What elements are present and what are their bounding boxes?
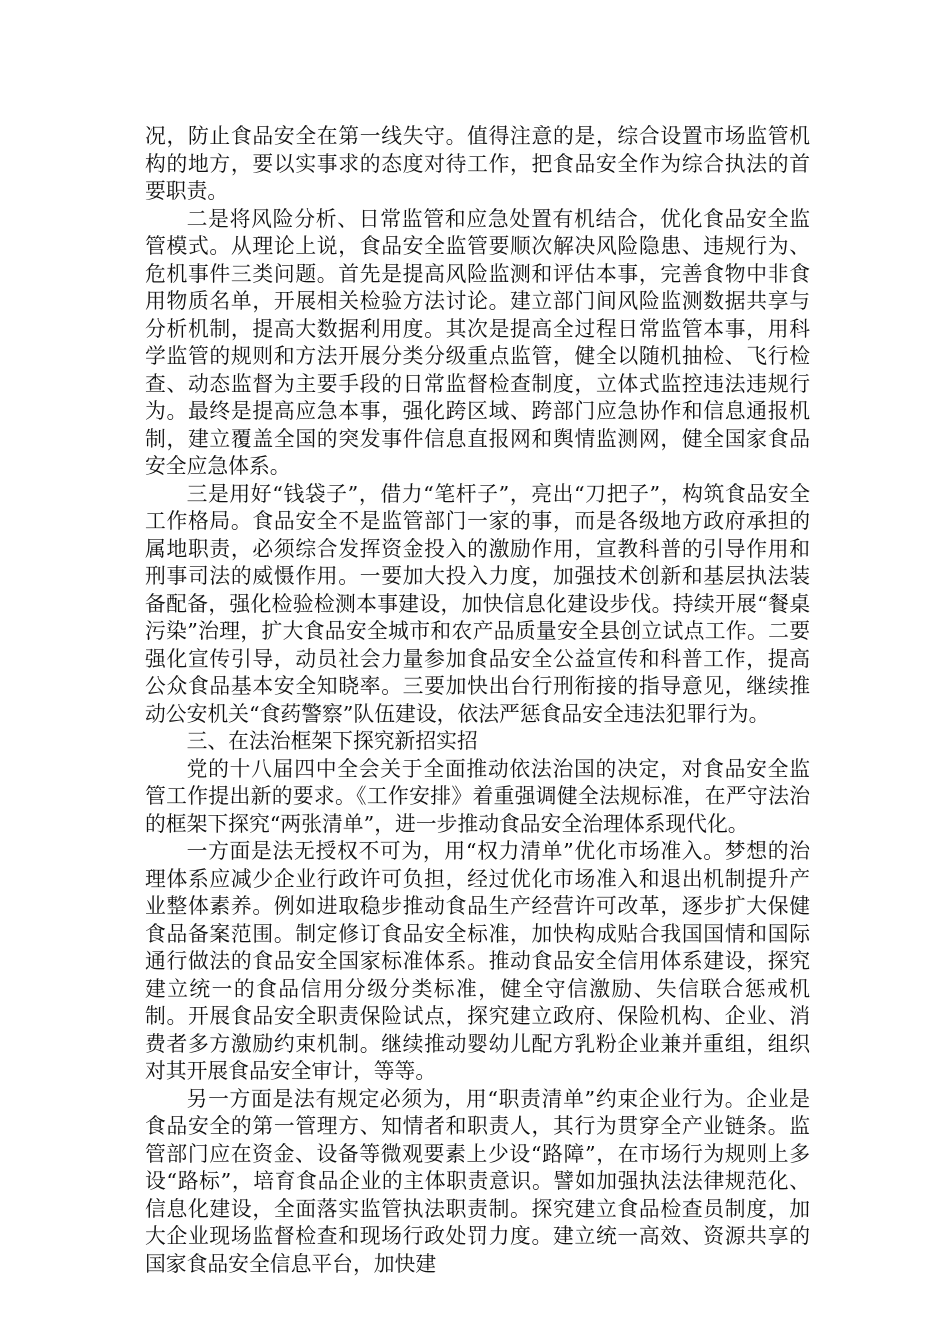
paragraph-rule-of-law: 党的十八届四中全会关于全面推动依法治国的决定，对食品安全监管工作提出新的要求。《工作安排》着重强调健全法规标准，在严守法治的框架下探究“两张清单”，进一步推动食品安全治理体系现代化。 [145, 756, 810, 836]
section-heading: 三、在法治框架下探究新招实招 [186, 729, 478, 753]
paragraph-risk-analysis: 二是将风险分析、日常监管和应急处置有机结合，优化食品安全监管模式。从理论上说，食品安全监管要顺次解决风险隐患、违规行为、危机事件三类问题。首先是提高风险监测和评估本事，完善食物中非食用物质名单，开展相关检验方法讨论。建立部门间风险监测数据共享与分析机制，提高大数据利用度。其次是提高全过程日常监管本事，用科学监管的规则和方法开展分类分级重点监管，健全以随机抽检、飞行检查、动态监督为主要手段的日常监督检查制度，立体式监控违法违规行为。最终是提高应急本事，强化跨区域、跨部门应急协作和信息通报机制，建立覆盖全国的突发事件信息直报网和舆情监测网，健全国家食品安全应急体系。 [145, 206, 810, 478]
paragraph-power-list: 一方面是法无授权不可为，用“权力清单”优化市场准入。梦想的治理体系应减少企业行政许可负担，经过优化市场准入和退出机制提升产业整体素养。例如进取稳步推动食品生产经营许可改革，逐步扩大保健食品备案范围。制定修订食品安全标准，加快构成贴合我国国情和国际通行做法的食品安全国家标准体系。推动食品安全信用体系建设，探究建立统一的食品信用分级分类标准，健全守信激励、失信联合惩戒机制。开展食品安全职责保险试点，探究建立政府、保险机构、企业、消费者多方激励约束机制。继续推动婴幼儿配方乳粉企业兼并重组，组织对其开展食品安全审计，等等。 [145, 839, 810, 1083]
paragraph-responsibility-list: 另一方面是法有规定必须为，用“职责清单”约束企业行为。企业是食品安全的第一管理方、知情者和职责人，其行为贯穿全产业链条。监管部门应在资金、设备等微观要素上少设“路障”，在市场行为规则上多设“路标”，培育食品企业的主体职责意识。譬如加强执法法律规范化、信息化建设，全面落实监管执法职责制。探究建立食品检查员制度，加大企业现场监督检查和现场行政处罚力度。建立统一高效、资源共享的国家食品安全信息平台，加快建 [145, 1086, 810, 1276]
paragraph-work-pattern: 三是用好“钱袋子”，借力“笔杆子”，亮出“刀把子”，构筑食品安全工作格局。食品安全不是监管部门一家的事，而是各级地方政府承担的属地职责，必须综合发挥资金投入的激励作用，宣教科普的引导作用和刑事司法的威慑作用。一要加大投入力度，加强技术创新和基层执法装备配备，强化检验检测本事建设，加快信息化建设步伐。持续开展“餐桌污染”治理，扩大食品安全城市和农产品质量安全县创立试点工作。二要强化宣传引导，动员社会力量参加食品安全公益宣传和科普工作，提高公众食品基本安全知晓率。三要加快出台行刑衔接的指导意见，继续推动公安机关“食药警察”队伍建设，依法严惩食品安全违法犯罪行为。 [145, 481, 810, 726]
paragraph-continuation: 况，防止食品安全在第一线失守。值得注意的是，综合设置市场监管机构的地方，要以实事求的态度对待工作，把食品安全作为综合执法的首要职责。 [145, 124, 810, 203]
document-body [145, 123, 810, 1278]
